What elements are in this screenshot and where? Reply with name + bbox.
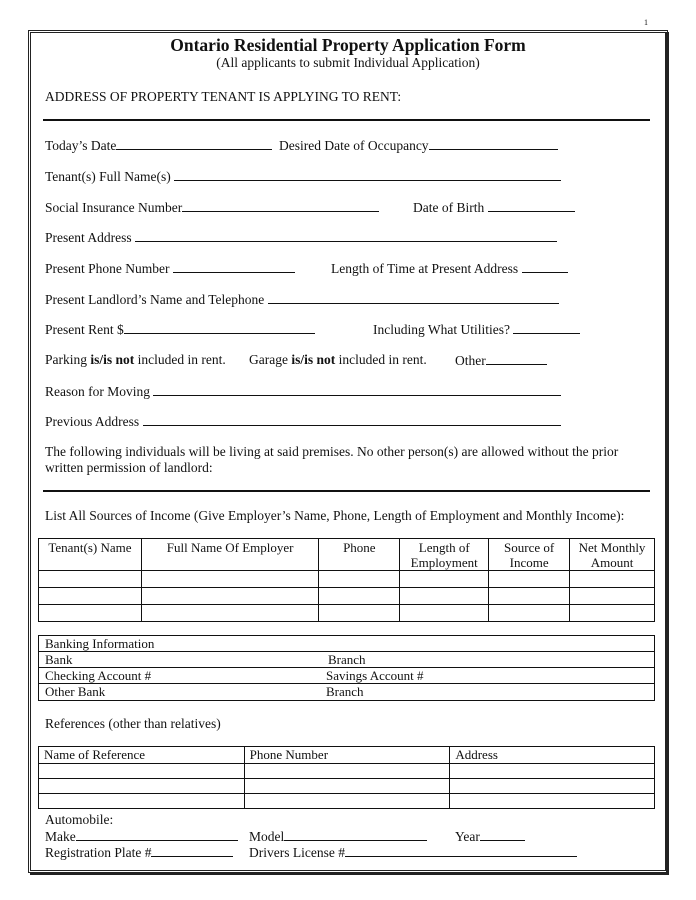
table-cell[interactable] [39, 779, 245, 794]
property-address-line[interactable] [43, 119, 650, 121]
reason-field[interactable] [153, 383, 561, 396]
other-branch-label[interactable]: Branch [326, 684, 364, 699]
license-field[interactable] [345, 844, 577, 857]
present-address-field[interactable] [135, 229, 557, 242]
desired-occupancy-label: Desired Date of Occupancy [279, 138, 429, 153]
dob-field[interactable] [488, 199, 575, 212]
garage-row [249, 352, 427, 368]
dob-label: Date of Birth [413, 200, 485, 215]
banking-box [38, 635, 655, 701]
income-header-phone: Phone [319, 539, 400, 571]
reason-label: Reason for Moving [45, 384, 150, 399]
parking-label: Parking [45, 352, 91, 367]
plate-row [45, 844, 233, 861]
sin-field[interactable] [182, 199, 379, 212]
sin-label: Social Insurance Number [45, 200, 183, 215]
table-cell[interactable] [39, 764, 245, 779]
table-cell[interactable] [400, 588, 489, 605]
table-cell[interactable] [244, 794, 450, 809]
tenant-names-row [45, 168, 561, 185]
present-rent-field[interactable] [124, 321, 315, 334]
savings-account-label[interactable]: Savings Account # [326, 668, 424, 683]
table-row [39, 764, 655, 779]
previous-address-label: Previous Address [45, 414, 140, 429]
table-cell[interactable] [319, 571, 400, 588]
page-border-shadow-right [666, 32, 669, 875]
time-at-address-field[interactable] [522, 260, 568, 273]
table-row [39, 571, 655, 588]
income-intro: List All Sources of Income (Give Employer’s Name, Phone, Length of Employment and Monthly Income): [45, 508, 625, 523]
branch-label[interactable]: Branch [328, 652, 366, 667]
table-cell[interactable] [450, 779, 655, 794]
ref-header-phone: Phone Number [244, 747, 450, 764]
automobile-title: Automobile: [45, 812, 114, 827]
desired-occupancy-row [279, 137, 558, 154]
table-cell[interactable] [141, 571, 319, 588]
ref-header-address: Address [450, 747, 655, 764]
parking-row [45, 352, 226, 368]
occupants-note: The following individuals will be living at said premises. No other person(s) are allowed without the prior written permission of landlord: [45, 444, 619, 475]
bank-label[interactable]: Bank [45, 652, 73, 667]
utilities-row [373, 321, 580, 338]
table-cell[interactable] [141, 588, 319, 605]
income-header-length: Length of Employment [400, 539, 489, 571]
garage-suffix: included in rent. [335, 352, 427, 367]
table-cell[interactable] [39, 605, 142, 622]
year-label: Year [455, 829, 480, 844]
previous-address-row [45, 413, 561, 430]
landlord-label: Present Landlord’s Name and Telephone [45, 292, 265, 307]
table-cell[interactable] [244, 764, 450, 779]
table-cell[interactable] [570, 588, 655, 605]
tenant-names-field[interactable] [174, 168, 561, 181]
present-phone-field[interactable] [173, 260, 295, 273]
parking-is-is-not[interactable]: is/is not [90, 352, 135, 367]
table-cell[interactable] [570, 605, 655, 622]
utilities-field[interactable] [513, 321, 580, 334]
page-number: 1 [644, 18, 648, 27]
license-row [249, 844, 577, 861]
references-header-row [39, 747, 655, 764]
table-cell[interactable] [450, 794, 655, 809]
table-cell[interactable] [39, 571, 142, 588]
income-header-employer: Full Name Of Employer [141, 539, 319, 571]
form-title: Ontario Residential Property Application Form [170, 35, 526, 55]
dob-row [413, 199, 575, 216]
income-table [38, 538, 655, 622]
ref-header-name: Name of Reference [39, 747, 245, 764]
make-label: Make [45, 829, 76, 844]
other-field[interactable] [486, 352, 547, 365]
other-row [455, 352, 547, 369]
time-at-address-label: Length of Time at Present Address [331, 261, 519, 276]
table-cell[interactable] [489, 605, 570, 622]
present-address-label: Present Address [45, 230, 132, 245]
present-rent-label: Present Rent $ [45, 322, 124, 337]
model-field[interactable] [284, 828, 427, 841]
present-address-row [45, 229, 557, 246]
table-cell[interactable] [39, 794, 245, 809]
year-field[interactable] [480, 828, 525, 841]
banking-title: Banking Information [45, 636, 155, 651]
form-subtitle: (All applicants to submit Individual Application) [216, 55, 480, 70]
sin-row [45, 199, 379, 216]
table-cell[interactable] [489, 571, 570, 588]
property-address-label: ADDRESS OF PROPERTY TENANT IS APPLYING TO RENT: [45, 89, 402, 104]
table-cell[interactable] [489, 588, 570, 605]
occupants-line[interactable] [43, 490, 650, 492]
time-at-address-row [331, 260, 568, 277]
table-cell[interactable] [141, 605, 319, 622]
table-row [39, 794, 655, 809]
other-label: Other [455, 353, 486, 368]
table-cell[interactable] [319, 605, 400, 622]
table-cell[interactable] [400, 571, 489, 588]
income-header-amount: Net Monthly Amount [570, 539, 655, 571]
table-cell[interactable] [400, 605, 489, 622]
license-label: Drivers License # [249, 845, 345, 860]
garage-is-is-not[interactable]: is/is not [291, 352, 336, 367]
references-table [38, 746, 655, 809]
references-intro: References (other than relatives) [45, 716, 221, 731]
desired-occupancy-field[interactable] [429, 137, 558, 150]
income-header-row [39, 539, 655, 571]
todays-date-label: Today’s Date [45, 138, 117, 153]
garage-label: Garage [249, 352, 292, 367]
model-label: Model [249, 829, 285, 844]
income-header-tenant: Tenant(s) Name [39, 539, 142, 571]
table-cell[interactable] [244, 779, 450, 794]
landlord-field[interactable] [268, 291, 559, 304]
other-bank-label[interactable]: Other Bank [45, 684, 106, 699]
make-row [45, 828, 238, 845]
year-row [455, 828, 525, 845]
model-row [249, 828, 427, 845]
table-cell[interactable] [570, 571, 655, 588]
present-phone-row [45, 260, 295, 277]
table-row [39, 779, 655, 794]
plate-label: Registration Plate # [45, 845, 152, 860]
table-cell[interactable] [319, 588, 400, 605]
reason-row [45, 383, 561, 400]
checking-account-label[interactable]: Checking Account # [45, 668, 152, 683]
table-cell[interactable] [450, 764, 655, 779]
page-border-shadow-bottom [30, 872, 669, 875]
present-phone-label: Present Phone Number [45, 261, 170, 276]
parking-suffix: included in rent. [134, 352, 226, 367]
table-row [39, 605, 655, 622]
make-field[interactable] [76, 828, 238, 841]
table-cell[interactable] [39, 588, 142, 605]
present-rent-row [45, 321, 315, 338]
table-row [39, 588, 655, 605]
tenant-names-label: Tenant(s) Full Name(s) [45, 169, 171, 184]
todays-date-row [45, 137, 272, 154]
utilities-label: Including What Utilities? [373, 322, 510, 337]
previous-address-field[interactable] [143, 413, 561, 426]
plate-field[interactable] [151, 844, 233, 857]
landlord-row [45, 291, 559, 308]
todays-date-field[interactable] [116, 137, 272, 150]
income-header-source: Source of Income [489, 539, 570, 571]
